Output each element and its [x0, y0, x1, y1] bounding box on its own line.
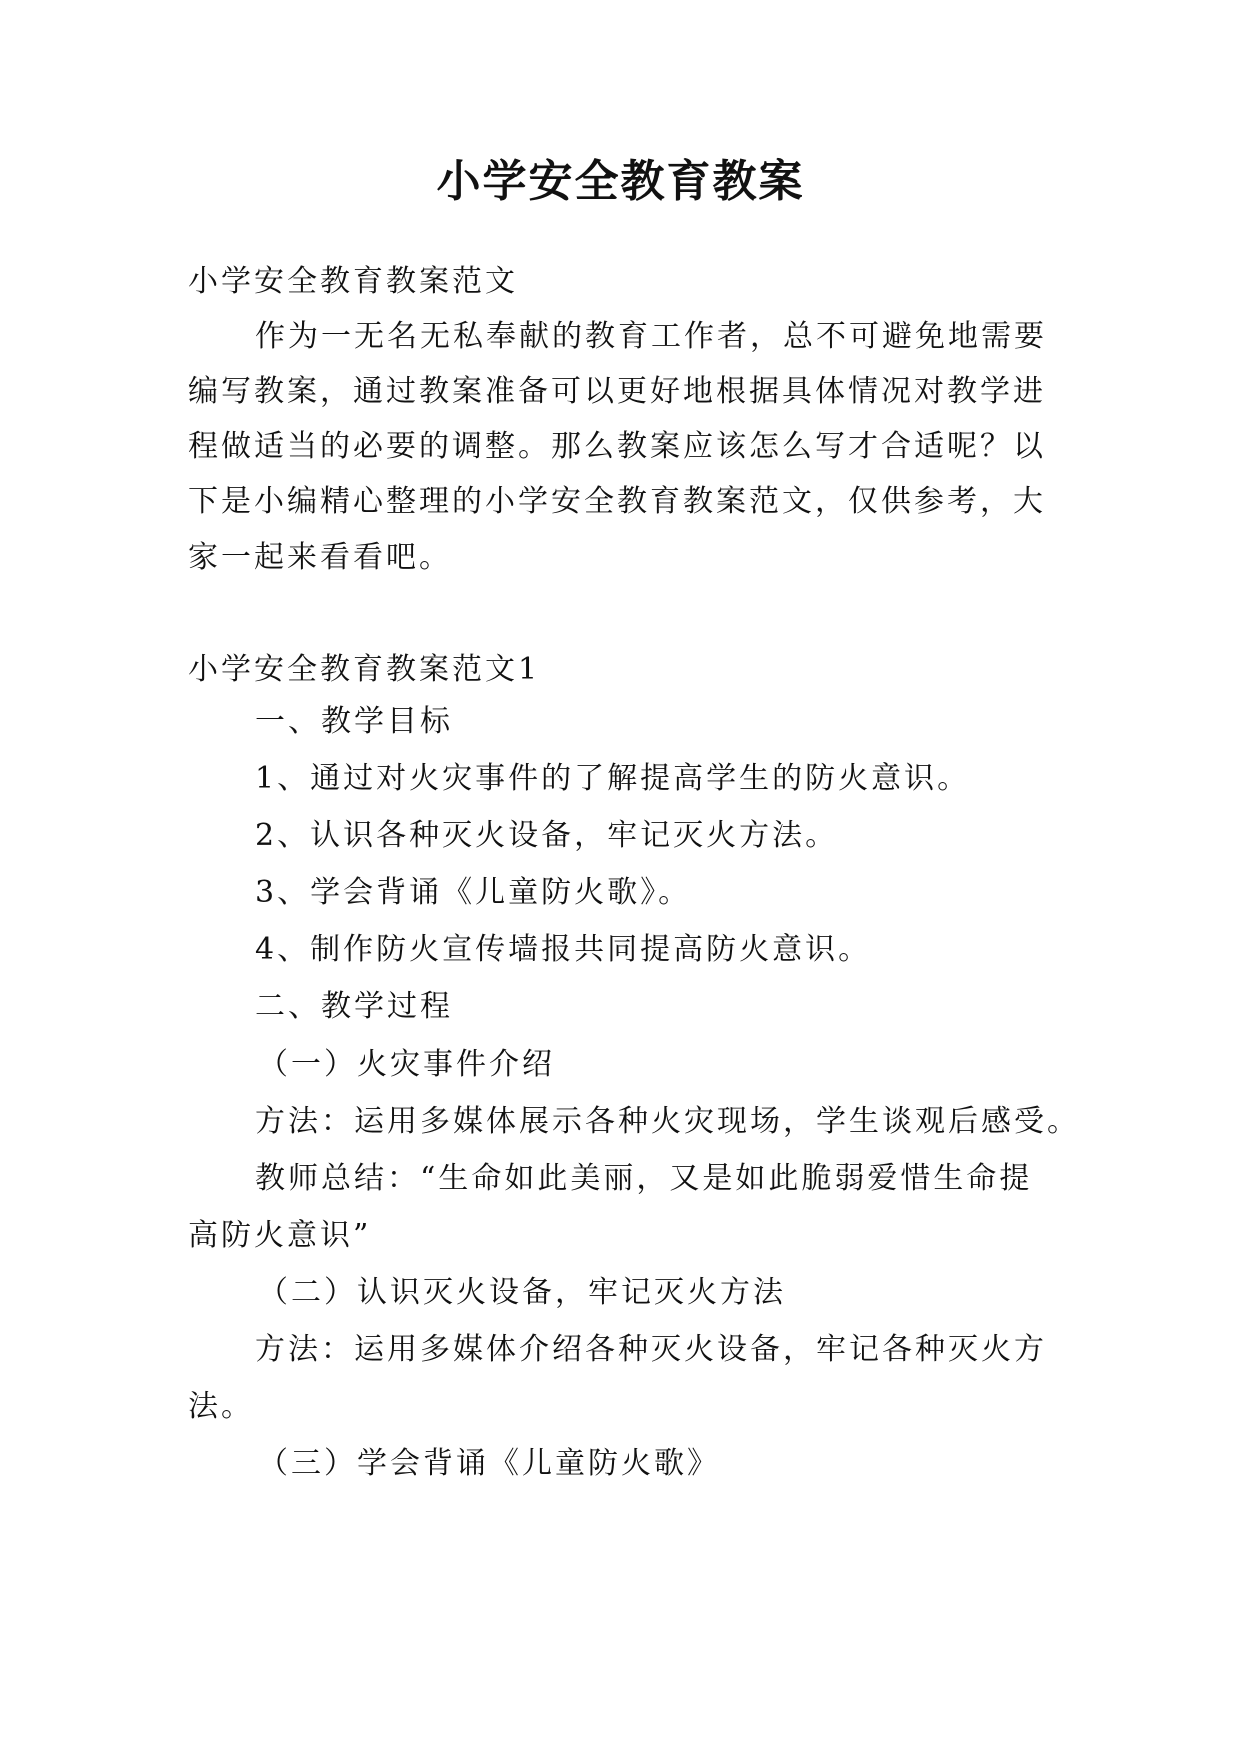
document-title: 小学安全教育教案	[436, 156, 805, 207]
goal-item: 2、认识各种灭火设备，牢记灭火方法。	[255, 818, 839, 853]
step-heading: （一）火灾事件介绍	[258, 1047, 555, 1082]
step-method: 法。	[188, 1389, 254, 1424]
step-method: 方法：运用多媒体展示各种火灾现场，学生谈观后感受。	[255, 1104, 1080, 1139]
intro-line: 编写教案，通过教案准备可以更好地根据具体情况对教学进	[188, 374, 1046, 409]
intro-line: 程做适当的必要的调整。那么教案应该怎么写才合适呢？以	[188, 429, 1046, 464]
step-summary: 教师总结：“生命如此美丽，又是如此脆弱爱惜生命提	[255, 1161, 1033, 1196]
section-heading: 小学安全教育教案范文1	[188, 652, 541, 687]
document-subtitle: 小学安全教育教案范文	[188, 264, 518, 299]
goal-item: 4、制作防火宣传墙报共同提高防火意识。	[255, 932, 872, 967]
step-summary: 高防火意识”	[188, 1218, 372, 1253]
step-heading: （二）认识灭火设备，牢记灭火方法	[258, 1275, 786, 1310]
intro-line: 家一起来看看吧。	[188, 540, 452, 575]
goals-heading: 一、教学目标	[255, 704, 453, 739]
intro-line: 下是小编精心整理的小学安全教育教案范文，仅供参考，大	[188, 484, 1046, 519]
step-heading: （三）学会背诵《儿童防火歌》	[258, 1446, 720, 1481]
goal-item: 1、通过对火灾事件的了解提高学生的防火意识。	[255, 761, 971, 796]
intro-line: 作为一无名无私奉献的教育工作者，总不可避免地需要	[255, 319, 1047, 354]
process-heading: 二、教学过程	[255, 989, 453, 1024]
goal-item: 3、学会背诵《儿童防火歌》。	[255, 875, 692, 910]
step-method: 方法：运用多媒体介绍各种灭火设备，牢记各种灭火方	[255, 1332, 1047, 1367]
